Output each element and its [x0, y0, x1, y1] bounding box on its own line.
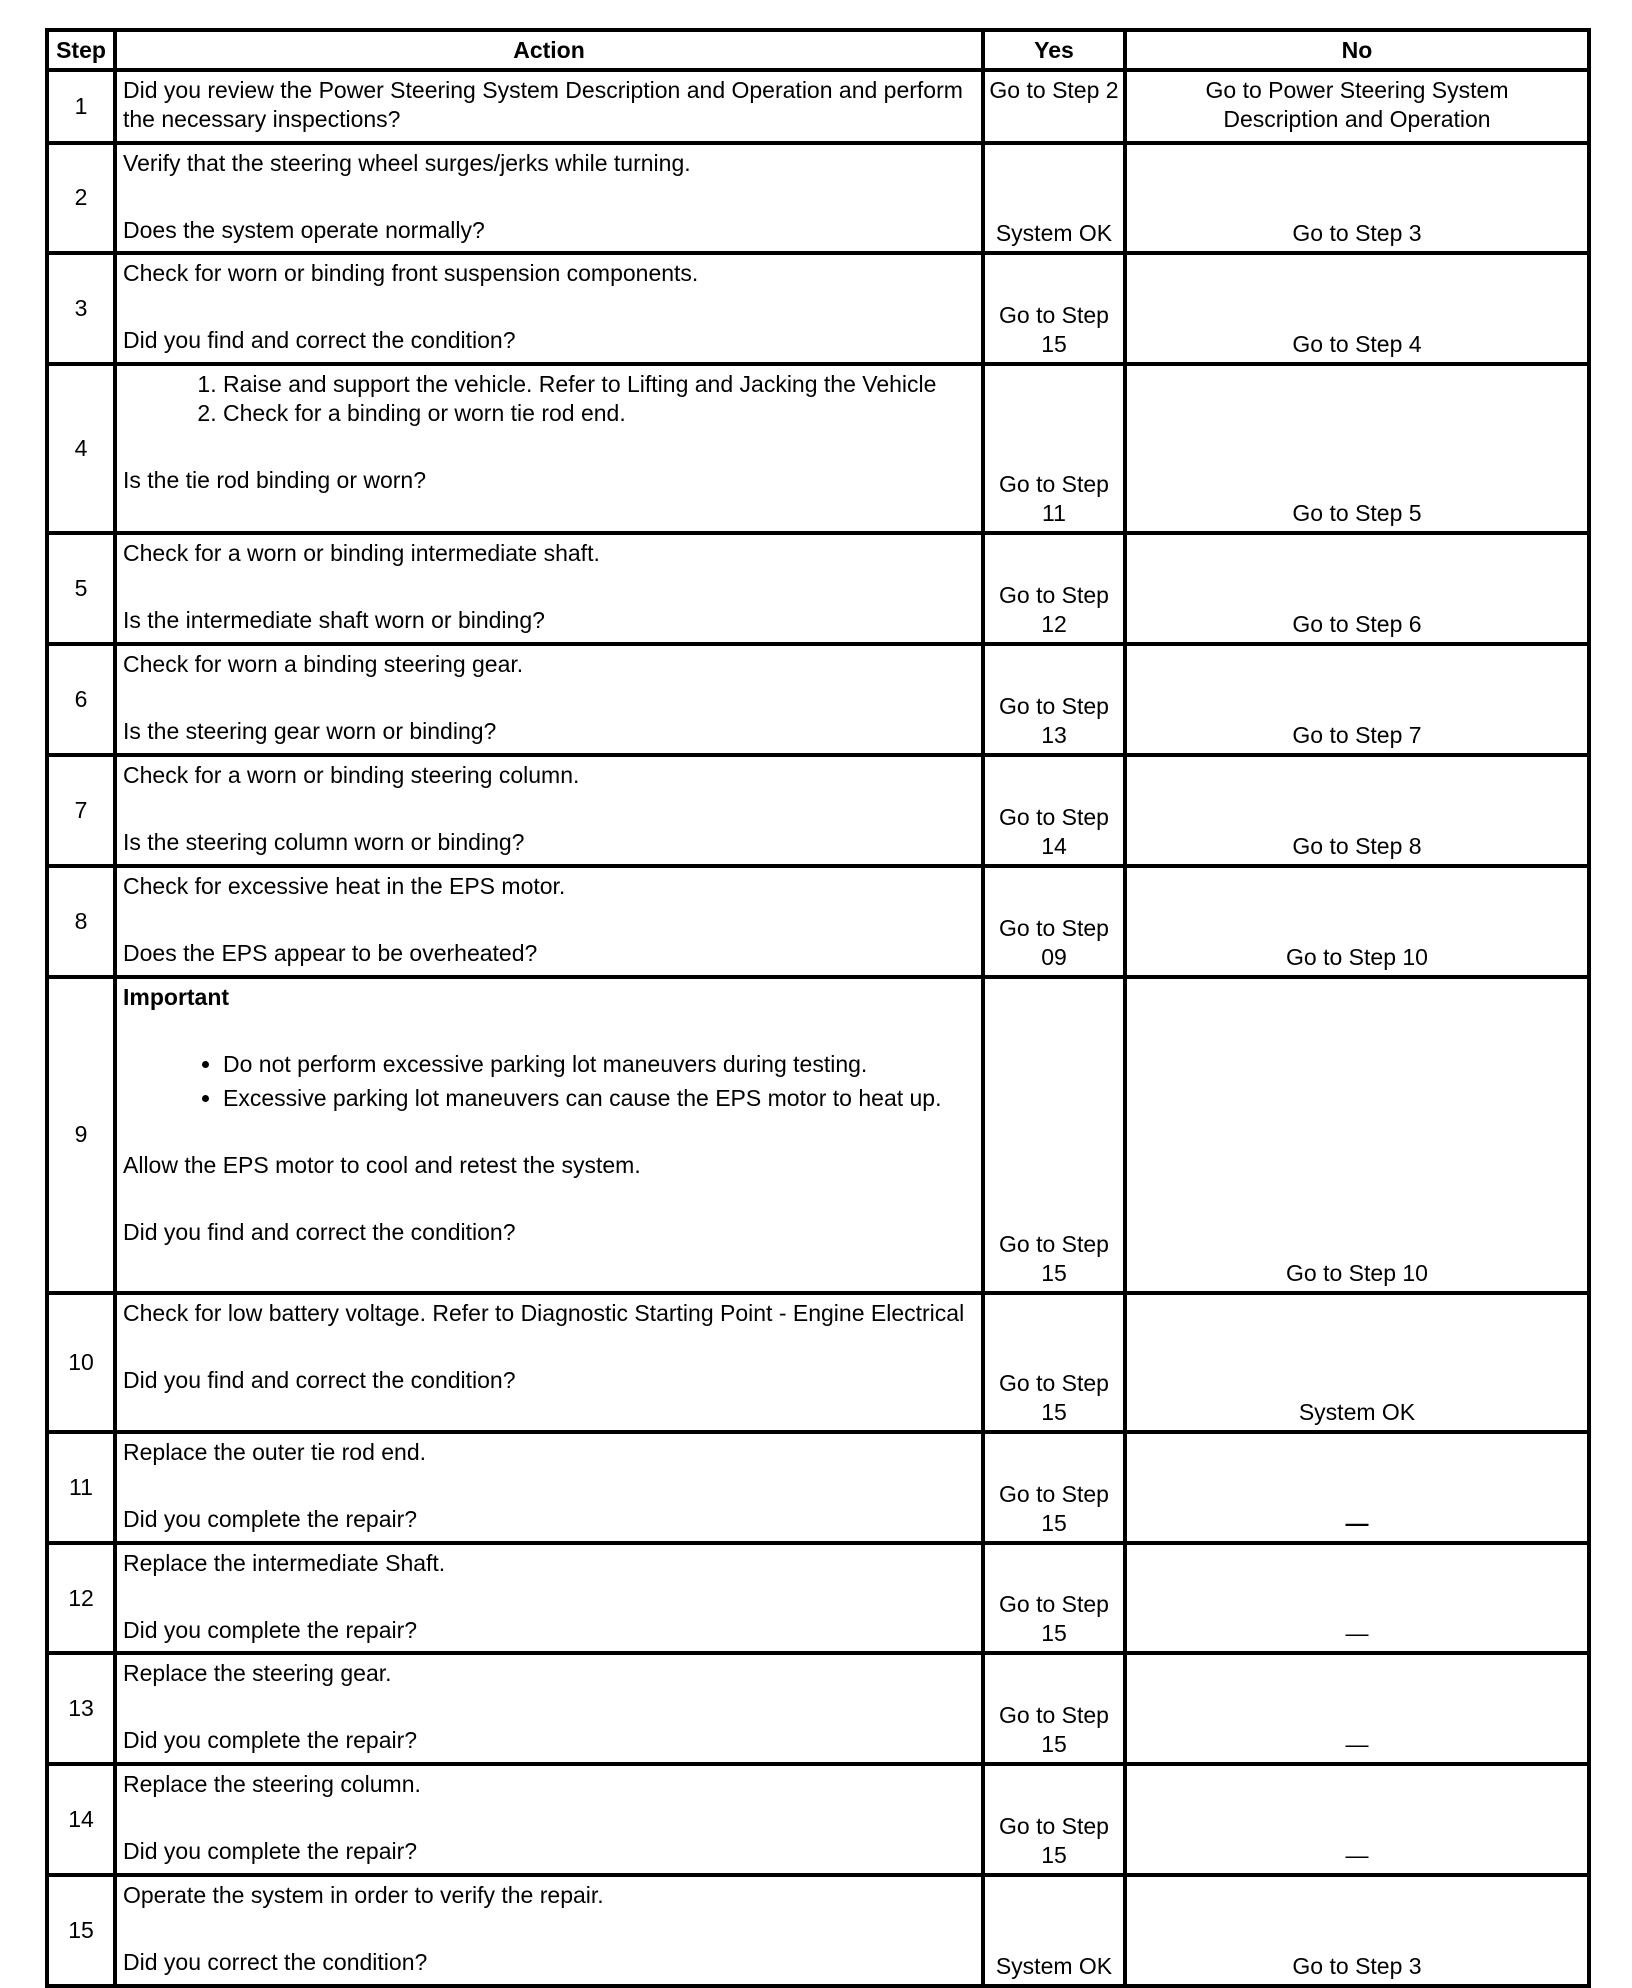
step-number: 10: [47, 1293, 115, 1432]
action-question: Did you complete the repair?: [123, 1616, 418, 1643]
action-text: Check for a worn or binding intermediate shaft.: [123, 540, 600, 567]
table-row: [47, 1432, 1589, 1543]
action-text: Check for worn or binding front suspension components.: [123, 260, 699, 287]
action-question: Is the intermediate shaft worn or binding?: [123, 607, 545, 634]
action-question: Did you find and correct the condition?: [123, 1218, 516, 1245]
yes-cell: Go to Step 15: [983, 1653, 1125, 1764]
step-number: 2: [47, 143, 115, 254]
step-number: 4: [47, 364, 115, 533]
table-row: [47, 977, 1589, 1293]
diagnostic-table: [45, 28, 1591, 1988]
header-action: Action: [115, 30, 983, 70]
table-row: [47, 1875, 1589, 1986]
action-cell: [115, 364, 983, 533]
yes-cell: Go to Step 2: [983, 70, 1125, 143]
table-row: [47, 143, 1589, 254]
step-number: 8: [47, 866, 115, 977]
yes-cell: Go to Step 12: [983, 533, 1125, 644]
action-question: Does the EPS appear to be overheated?: [123, 939, 538, 966]
dash-mark: —: [1345, 1842, 1369, 1869]
step-number: 13: [47, 1653, 115, 1764]
procedure-list: [123, 370, 975, 428]
yes-cell: Go to Step 13: [983, 644, 1125, 755]
action-cell: [115, 1293, 983, 1432]
yes-cell: Go to Step 15: [983, 1432, 1125, 1543]
step-number: 6: [47, 644, 115, 755]
header-step: Step: [47, 30, 115, 70]
list-item: • Excessive parking lot maneuvers can cause the EPS motor to heat up.: [223, 1084, 975, 1113]
action-cell: [115, 1543, 983, 1654]
action-question: Did you complete the repair?: [123, 1727, 418, 1754]
action-text: Verify that the steering wheel surges/jerks while turning.: [123, 149, 691, 176]
action-text: Check for a worn or binding steering column.: [123, 761, 580, 788]
action-text: Replace the outer tie rod end.: [123, 1438, 427, 1465]
action-question: Did you complete the repair?: [123, 1838, 418, 1865]
action-cell: [115, 866, 983, 977]
no-cell: Go to Step 3: [1125, 143, 1589, 254]
action-cell: [115, 1432, 983, 1543]
action-question: Did you find and correct the condition?: [123, 1366, 516, 1393]
no-cell: Go to Step 4: [1125, 253, 1589, 364]
no-cell: [1125, 1432, 1589, 1543]
yes-cell: System OK: [983, 143, 1125, 254]
action-cell: [115, 755, 983, 866]
step-number: 7: [47, 755, 115, 866]
list-item: 2. Check for a binding or worn tie rod end.: [223, 399, 975, 428]
action-question: Is the steering gear worn or binding?: [123, 718, 497, 745]
no-cell: [1125, 1543, 1589, 1654]
action-cell: [115, 1764, 983, 1875]
no-cell: System OK: [1125, 1293, 1589, 1432]
yes-cell: Go to Step 09: [983, 866, 1125, 977]
step-number: 5: [47, 533, 115, 644]
yes-cell: Go to Step 11: [983, 364, 1125, 533]
yes-cell: Go to Step 15: [983, 1764, 1125, 1875]
table-row: [47, 253, 1589, 364]
no-cell: Go to Power Steering System Description and Operation: [1125, 70, 1589, 143]
action-cell: [115, 977, 983, 1293]
action-question: Is the tie rod binding or worn?: [123, 467, 427, 494]
header-yes: Yes: [983, 30, 1125, 70]
header-row: [47, 30, 1589, 70]
table-row: [47, 1653, 1589, 1764]
table-row: [47, 866, 1589, 977]
action-question: Did you correct the condition?: [123, 1949, 428, 1976]
no-cell: Go to Step 10: [1125, 866, 1589, 977]
header-no: No: [1125, 30, 1589, 70]
table-row: [47, 364, 1589, 533]
step-number: 1: [47, 70, 115, 143]
action-text: Operate the system in order to verify the repair.: [123, 1882, 604, 1909]
table-row: [47, 644, 1589, 755]
table-row: [47, 70, 1589, 143]
yes-cell: Go to Step 15: [983, 253, 1125, 364]
no-cell: [1125, 1764, 1589, 1875]
action-text: Replace the steering gear.: [123, 1660, 392, 1687]
dash-mark: —: [1345, 1731, 1369, 1758]
yes-cell: Go to Step 15: [983, 1293, 1125, 1432]
no-cell: Go to Step 3: [1125, 1875, 1589, 1986]
action-cell: [115, 70, 983, 143]
dash-mark: —: [1345, 1620, 1369, 1647]
table-row: [47, 533, 1589, 644]
action-cell: [115, 1653, 983, 1764]
no-cell: Go to Step 7: [1125, 644, 1589, 755]
action-question: Did you find and correct the condition?: [123, 327, 516, 354]
action-cell: [115, 253, 983, 364]
table-row: [47, 1543, 1589, 1654]
yes-cell: Go to Step 15: [983, 1543, 1125, 1654]
yes-cell: Go to Step 15: [983, 977, 1125, 1293]
table-row: [47, 1764, 1589, 1875]
action-text: Replace the steering column.: [123, 1771, 421, 1798]
yes-cell: Go to Step 14: [983, 755, 1125, 866]
action-text: Allow the EPS motor to cool and retest the system.: [123, 1151, 641, 1178]
important-label: Important: [123, 983, 230, 1010]
action-text: Replace the intermediate Shaft.: [123, 1549, 446, 1576]
no-cell: Go to Step 5: [1125, 364, 1589, 533]
yes-cell: System OK: [983, 1875, 1125, 1986]
action-question: Does the system operate normally?: [123, 216, 485, 243]
action-cell: [115, 143, 983, 254]
step-number: 12: [47, 1543, 115, 1654]
step-number: 14: [47, 1764, 115, 1875]
caution-list: [123, 1050, 975, 1113]
dash-mark: —: [1345, 1509, 1369, 1536]
step-number: 9: [47, 977, 115, 1293]
step-number: 15: [47, 1875, 115, 1986]
action-question: Did you complete the repair?: [123, 1505, 418, 1532]
no-cell: Go to Step 10: [1125, 977, 1589, 1293]
no-cell: [1125, 1653, 1589, 1764]
list-item: 1. Raise and support the vehicle. Refer to Lifting and Jacking the Vehicle: [223, 370, 975, 399]
action-cell: [115, 644, 983, 755]
no-cell: Go to Step 6: [1125, 533, 1589, 644]
action-question: Is the steering column worn or binding?: [123, 828, 525, 855]
step-number: 11: [47, 1432, 115, 1543]
step-number: 3: [47, 253, 115, 364]
table-row: [47, 1293, 1589, 1432]
action-cell: [115, 533, 983, 644]
action-text: Did you review the Power Steering System Description and Operation and perform the necessary inspections?: [123, 77, 963, 132]
action-cell: [115, 1875, 983, 1986]
action-text: Check for worn a binding steering gear.: [123, 651, 524, 678]
list-item: • Do not perform excessive parking lot maneuvers during testing.: [223, 1050, 975, 1079]
action-text: Check for low battery voltage. Refer to Diagnostic Starting Point - Engine Electrical: [123, 1299, 965, 1326]
action-text: Check for excessive heat in the EPS motor.: [123, 872, 566, 899]
table-row: [47, 755, 1589, 866]
no-cell: Go to Step 8: [1125, 755, 1589, 866]
